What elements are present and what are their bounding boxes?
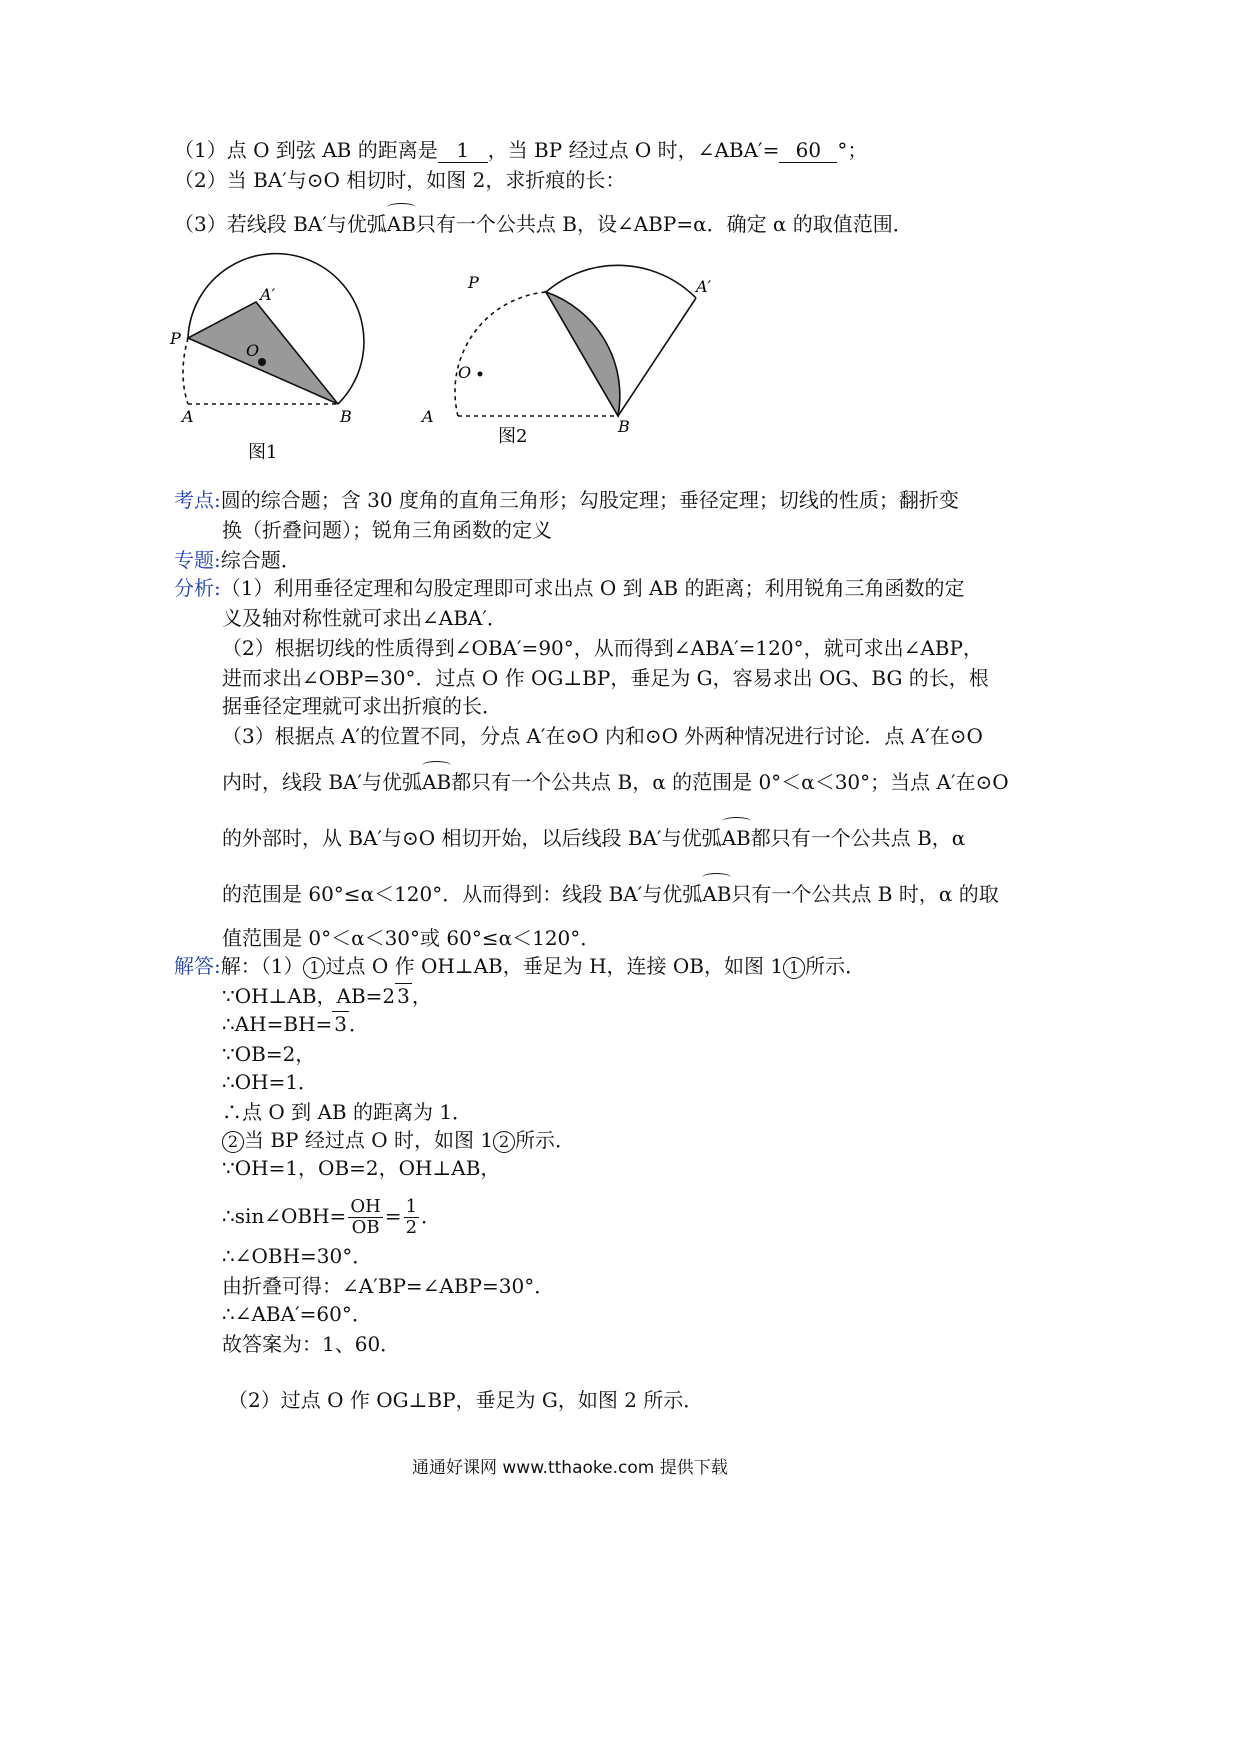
fenxi-p3-l2-arc: AB: [422, 770, 452, 794]
q3-text-pre: （3）若线段 BA′与优弧: [174, 212, 387, 236]
fenxi-p3-l3-pre: 的外部时，从 BA′与⊙O 相切开始，以后线段 BA′与优弧: [222, 826, 722, 850]
fig2-dashed-arc: [455, 292, 546, 416]
jieda-circled-1b: 1: [783, 957, 805, 979]
fig2-label-o: O: [458, 363, 472, 382]
jieda-l7-post: 所示．: [515, 1128, 576, 1152]
fig2-label-a-prime: A′: [696, 277, 712, 296]
fig1-caption: 图1: [248, 442, 278, 463]
jieda-l3-post: ．: [349, 1012, 369, 1036]
fenxi-p3-l4: [222, 880, 999, 908]
fig2-caption: 图2: [498, 426, 528, 447]
fenxi-label: 分析:: [174, 576, 221, 600]
fenxi-p1-l2: 义及轴对称性就可求出∠ABA′．: [222, 606, 507, 630]
jieda-l9-post: ．: [421, 1204, 442, 1228]
zhuanti-text: 综合题．: [220, 548, 301, 572]
fenxi-p3-l3: [222, 824, 965, 852]
fig1-dashed-arc: [183, 338, 188, 404]
fenxi-p2-l1: （2）根据切线的性质得到∠OBA′=90°，从而得到∠ABA′=120°，就可求出∠ABP，: [222, 636, 983, 660]
jieda-circled-2a: 2: [222, 1131, 244, 1153]
q1-text-pre: （1）点 O 到弦 AB 的距离是: [174, 138, 438, 162]
fenxi-p1-l1: （1）利用垂径定理和勾股定理即可求出点 O 到 AB 的距离；利用锐角三角函数的定: [220, 576, 965, 600]
question-2: （2）当 BA′与⊙O 相切时，如图 2，求折痕的长：: [174, 168, 626, 192]
frac-denominator: OB: [351, 1217, 380, 1238]
fenxi-p3-l1: （3）根据点 A′的位置不同，分点 A′在⊙O 内和⊙O 外两种情况进行讨论．点 A′在⊙O: [222, 724, 983, 748]
jieda-l13: 故答案为：1、60．: [222, 1332, 401, 1356]
fenxi-p3-l4-arc: AB: [702, 882, 732, 906]
fig2-label-a: A: [422, 407, 434, 426]
jieda-l7-text: 当 BP 经过点 O 时，如图 1: [244, 1128, 494, 1152]
fig2-label-b: B: [618, 417, 630, 436]
figure-2: [422, 273, 748, 498]
jieda-l1-pre: 解：（1）: [220, 954, 304, 978]
fig2-line-ba-prime: [618, 298, 696, 416]
fig1-folded-region: [188, 302, 338, 404]
jieda-l8: ∵OH=1，OB=2，OH⊥AB，: [222, 1156, 501, 1180]
fenxi-p2-l3: 据垂径定理就可求出折痕的长．: [222, 694, 502, 718]
fenxi-p3-l3-post: 都只有一个公共点 B，α: [750, 826, 966, 850]
jieda-l3-sqrt: 3: [334, 1012, 347, 1036]
frac-numerator: 1: [405, 1196, 418, 1217]
fig1-label-b: B: [340, 407, 352, 426]
jieda-label: 解答:: [174, 954, 221, 978]
jieda-l2-pre: ∵OH⊥AB，AB=2: [222, 984, 396, 1008]
frac-numerator: OH: [350, 1196, 381, 1217]
jieda-l6: ∴点 O 到 AB 的距离为 1．: [222, 1100, 473, 1124]
jieda-l14: （2）过点 O 作 OG⊥BP，垂足为 G，如图 2 所示．: [228, 1388, 704, 1412]
jieda-line-1: [174, 952, 865, 980]
fenxi-p3-l4-pre: 的范围是 60°≤α＜120°．从而得到：线段 BA′与优弧: [222, 882, 703, 906]
zhuanti-line: [174, 546, 301, 574]
zhuanti-label: 专题:: [174, 548, 221, 572]
fenxi-p3-l4-post: 只有一个公共点 B 时，α 的取: [731, 882, 999, 906]
kaodian-line-2: 换（折叠问题）；锐角三角函数的定义: [222, 518, 552, 542]
fenxi-p3-l2-pre: 内时，线段 BA′与优弧: [222, 770, 423, 794]
fig1-label-a-prime: A′: [260, 285, 276, 304]
jieda-l7: [222, 1126, 575, 1154]
question-3: [174, 210, 913, 238]
jieda-l1-post: 所示．: [805, 954, 866, 978]
question-1: [174, 136, 867, 164]
kaodian-line-1: [174, 486, 959, 514]
q1-text-post: °；: [837, 138, 868, 162]
jieda-l9-pre: ∴sin∠OBH=: [222, 1204, 347, 1228]
q1-text-mid: ，当 BP 经过点 O 时，∠ABA′=: [487, 138, 780, 162]
jieda-l4: ∵OB=2，: [222, 1042, 316, 1066]
page-footer: 通通好课网 www.tthaoke.com 提供下载: [412, 1458, 728, 1478]
q1-answer-1: 1: [438, 138, 488, 163]
fig2-center-dot: [478, 372, 483, 377]
jieda-l2-sqrt: 3: [397, 984, 410, 1008]
jieda-circled-1a: 1: [303, 957, 325, 979]
fenxi-line-1: [174, 574, 964, 602]
figure-1: [168, 284, 408, 484]
fig1-center-dot: [258, 358, 266, 366]
jieda-l12: ∴∠ABA′=60°．: [222, 1302, 372, 1326]
kaodian-label: 考点:: [174, 488, 221, 512]
frac-denominator: 2: [405, 1217, 418, 1238]
jieda-l9: [222, 1196, 441, 1238]
fig1-label-p: P: [170, 329, 181, 348]
fig2-shaded-segment: [546, 292, 620, 416]
jieda-l3-pre: ∴AH=BH=: [222, 1012, 333, 1036]
fenxi-p3-l3-arc: AB: [721, 826, 751, 850]
jieda-l2-post: ，: [411, 984, 432, 1008]
fenxi-p3-l2: [222, 768, 1009, 796]
jieda-l1-mid: 过点 O 作 OH⊥AB，垂足为 H，连接 OB，如图 1: [325, 954, 784, 978]
jieda-l3: [222, 1010, 369, 1038]
jieda-l9-frac-oh-ob: [348, 1197, 382, 1238]
fig1-label-a: A: [182, 407, 194, 426]
jieda-l10: ∴∠OBH=30°．: [222, 1244, 373, 1268]
fenxi-p3-l2-post: 都只有一个公共点 B，α 的范围是 0°＜α＜30°；当点 A′在⊙O: [451, 770, 1009, 794]
jieda-l2: [222, 982, 432, 1010]
q3-text-post: 只有一个公共点 B，设∠ABP=α．确定 α 的取值范围．: [415, 212, 913, 236]
q3-arc-ab: AB: [386, 212, 416, 236]
fenxi-p3-l5: 值范围是 0°＜α＜30°或 60°≤α＜120°．: [222, 926, 601, 950]
fenxi-p2-l2: 进而求出∠OBP=30°．过点 O 作 OG⊥BP，垂足为 G，容易求出 OG、BG 的长，根: [222, 666, 989, 690]
jieda-l9-frac-1-2: [404, 1197, 419, 1238]
kaodian-text-1: 圆的综合题；含 30 度角的直角三角形；勾股定理；垂径定理；切线的性质；翻折变: [220, 488, 959, 512]
q1-answer-2: 60: [779, 138, 837, 163]
fig1-label-o: O: [246, 341, 260, 360]
jieda-circled-2b: 2: [493, 1131, 515, 1153]
jieda-l11: 由折叠可得：∠A′BP=∠ABP=30°．: [222, 1274, 555, 1298]
jieda-l5: ∴OH=1．: [222, 1070, 319, 1094]
jieda-l9-eq: =: [384, 1204, 402, 1228]
fig2-flipped-arc: [546, 265, 696, 298]
fig2-label-p: P: [468, 273, 479, 292]
